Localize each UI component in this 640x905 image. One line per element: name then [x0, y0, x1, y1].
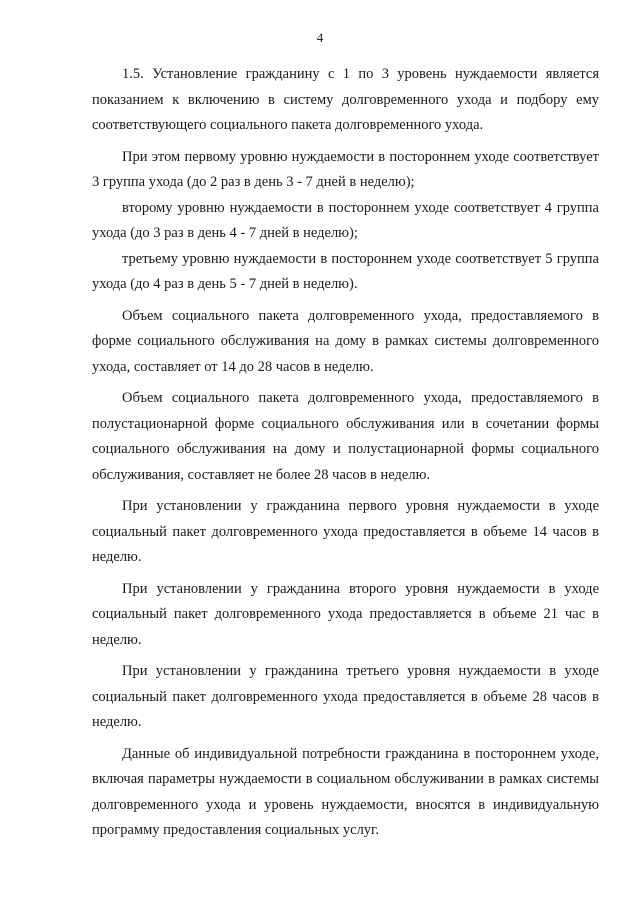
paragraph-second-level-hours: При установлении у гражданина второго уровня нуждаемости в уходе социальный пакет долговременного ухода предоставляется в объеме 21 час в неделю.	[92, 580, 599, 648]
paragraph-level-2: второму уровню нуждаемости в постороннем уходе соответствует 4 группа ухода (до 3 раз в день 4 - 7 дней в неделю);	[92, 199, 599, 241]
document-body	[92, 62, 599, 850]
paragraph-1-5: 1.5. Установление гражданину с 1 по 3 уровень нуждаемости является показанием к включению в систему долговременного ухода и подбору ему соответствующего социального пакета долговременного ухода.	[92, 66, 599, 133]
paragraph-home-care-volume: Объем социального пакета долговременного ухода, предоставляемого в форме социального обслуживания на дому в рамках системы долговременного ухода, составляет от 14 до 28 часов в неделю.	[92, 307, 599, 375]
page-number: 4	[316, 30, 324, 45]
paragraph-individual-program: Данные об индивидуальной потребности гражданина в постороннем уходе, включая параметры нуждаемости в социальном обслуживании в рамках системы долговременного ухода и уровень нуждаемости, вносятся в индивидуальную программу предоставления социальных услуг.	[92, 745, 599, 838]
paragraph-first-level-hours: При установлении у гражданина первого уровня нуждаемости в уходе социальный пакет долговременного ухода предоставляется в объеме 14 часов в неделю.	[92, 498, 599, 565]
paragraph-level-1: При этом первому уровню нуждаемости в постороннем уходе соответствует 3 группа ухода (до 2 раз в день 3 - 7 дней в неделю);	[92, 148, 599, 190]
paragraph-semi-stationary-volume: Объем социального пакета долговременного ухода, предоставляемого в полустационарной форме социального обслуживания или в сочетании формы социального обслуживания на дому и полустационарной формы социального обслуживания, составляет не более 28 часов в неделю.	[92, 390, 599, 483]
paragraph-third-level-hours: При установлении у гражданина третьего уровня нуждаемости в уходе социальный пакет долговременного ухода предоставляется в объеме 28 часов в неделю.	[92, 663, 599, 730]
paragraph-level-3: третьему уровню нуждаемости в постороннем уходе соответствует 5 группа ухода (до 4 раз в день 5 - 7 дней в неделю).	[92, 250, 599, 292]
